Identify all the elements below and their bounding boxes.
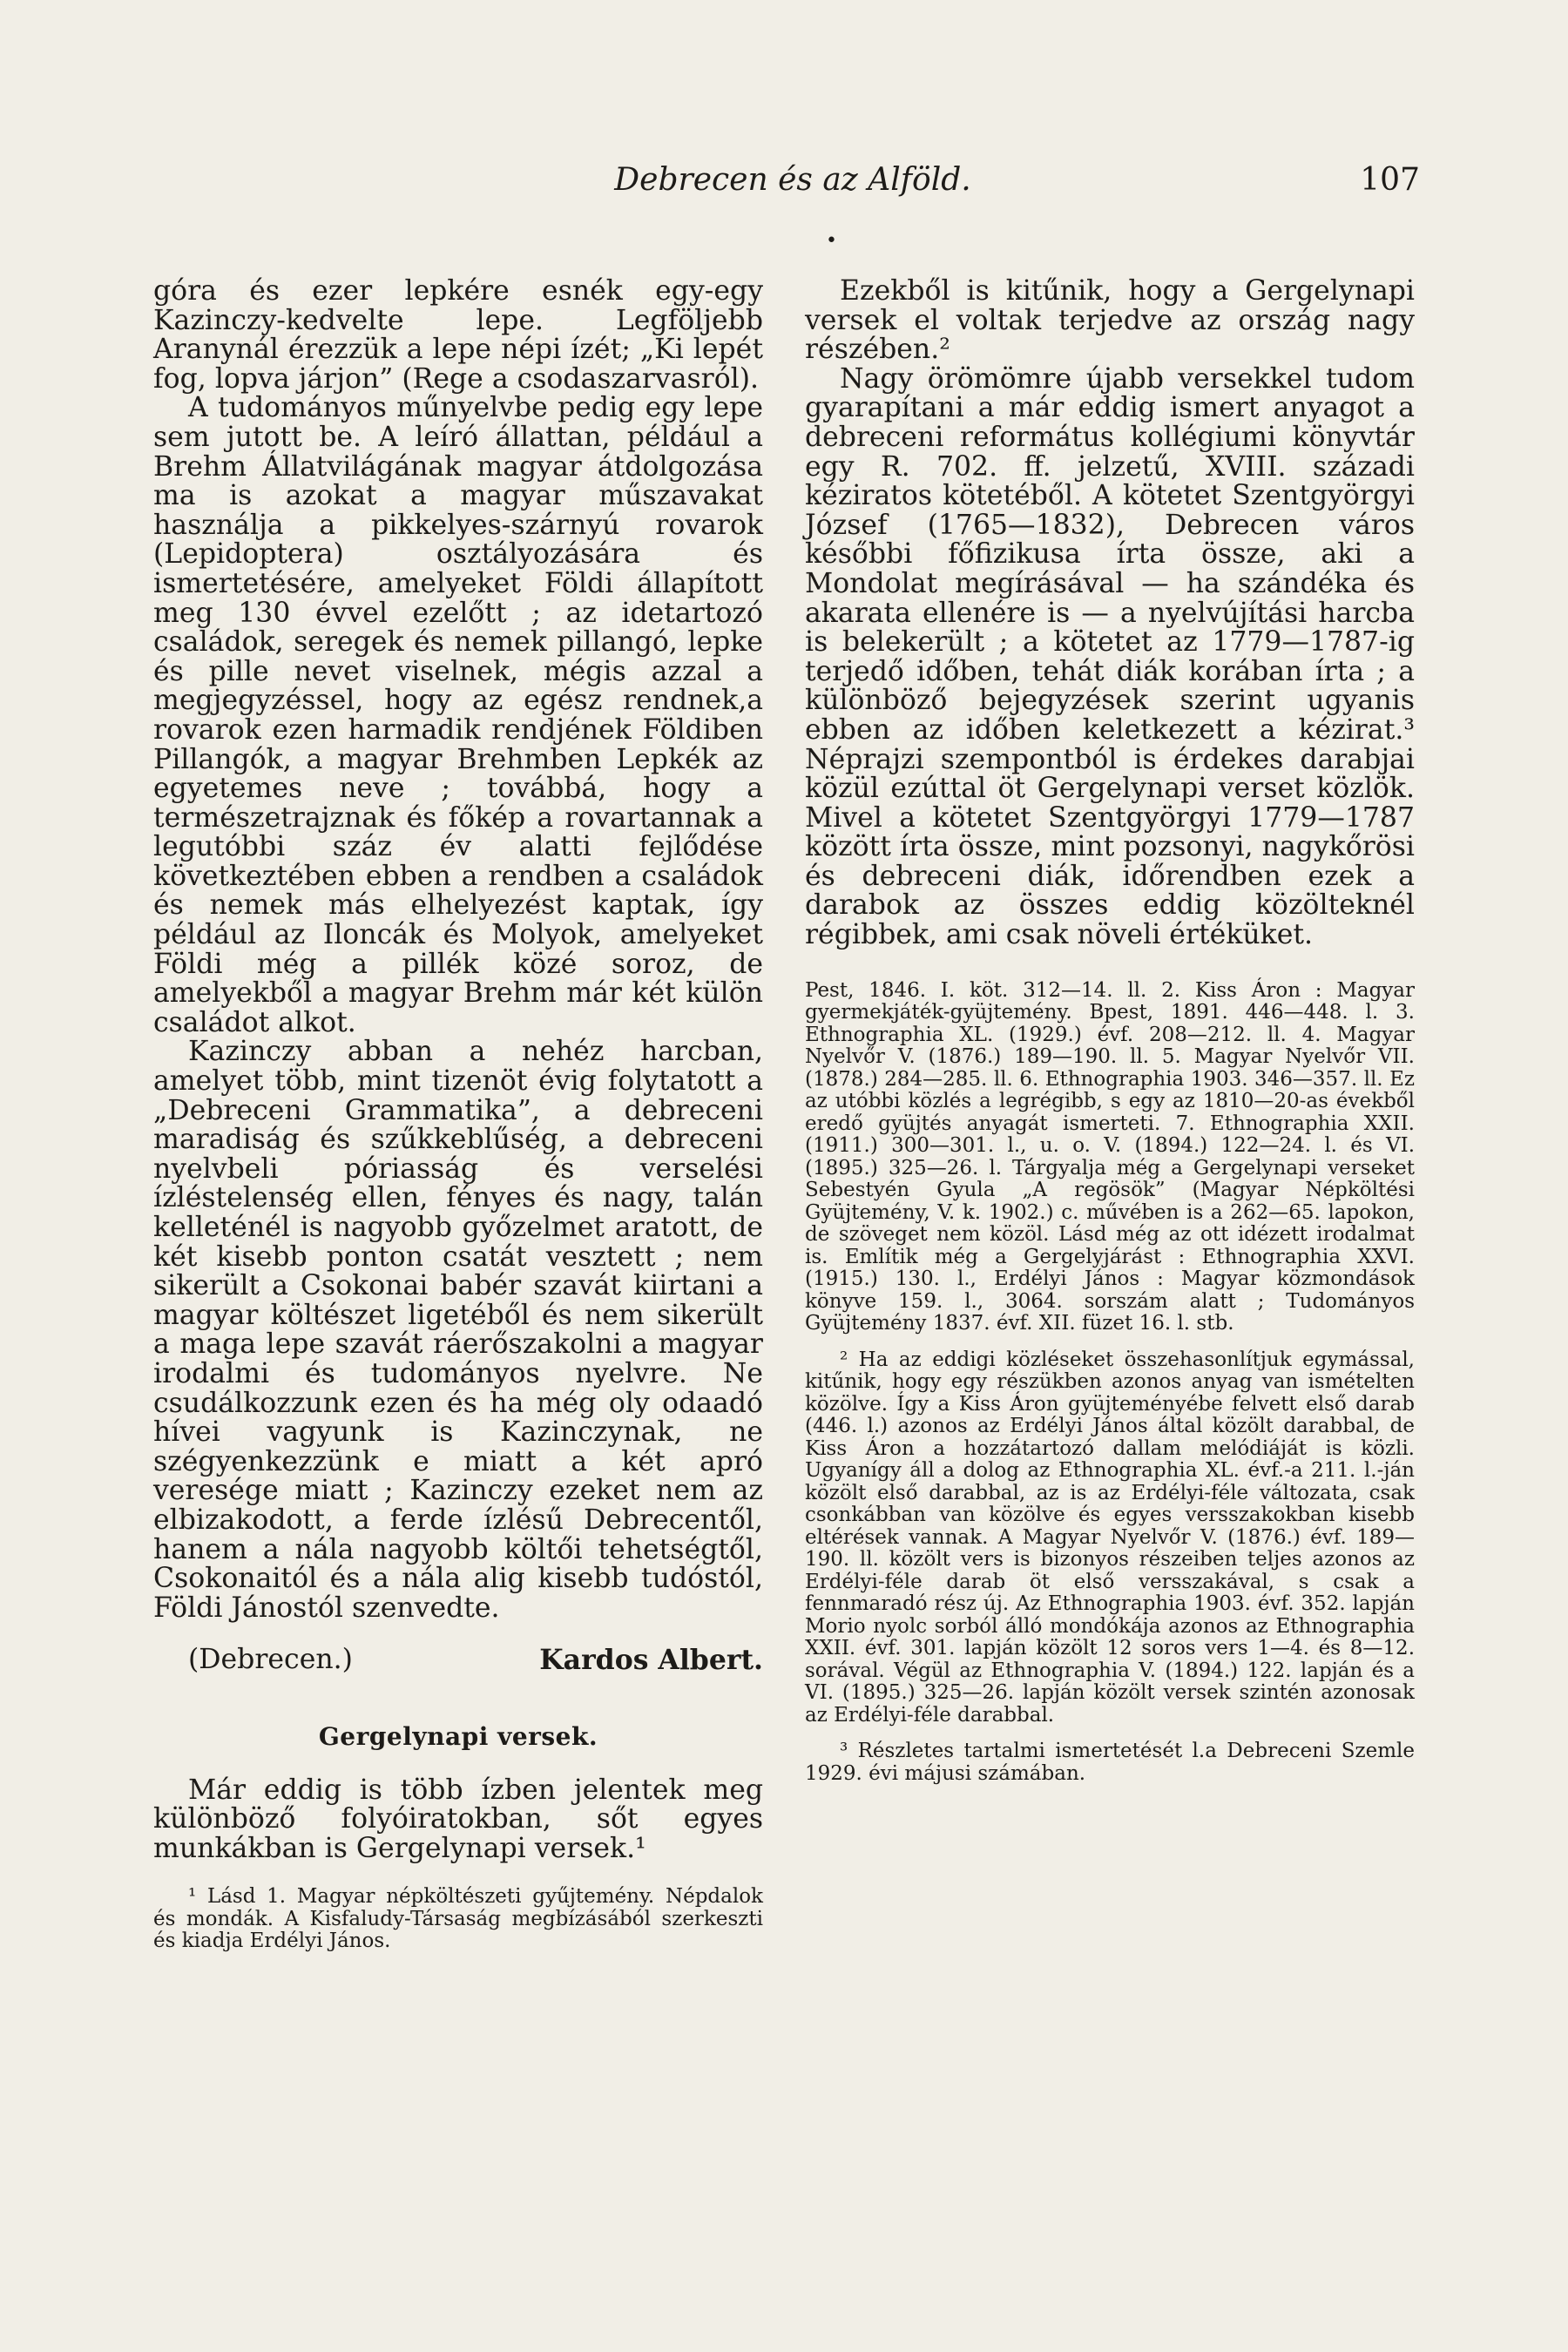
footnote-2: ² Ha az eddigi közléseket összehasonlítjuk egymással, kitűnik, hogy egy részükben azonos anyag van ismételten közölve. Így a Kiss Áron gyüjteményébe felvett első darab (446. l.) azonos az Erdélyi János által közölt darabbal, de Kiss Áron a hozzátartozó dallam melódiáját is közli. Ugyanígy áll a dolog az Ethnographia XL. évf.-a 211. l.-ján közölt első darabbal, az is az Erdélyi-féle változata, csak csonkábban van közölve és egyes versszakokban kisebb eltérések vannak. A Magyar Nyelvőr V. (1876.) évf. 189—190. ll. közölt vers is bizonyos részeiben teljes azonos az Erdélyi-féle darab öt első versszakával, s csak a fennmaradó rész új. Az Ethnographia 1903. évf. 352. lapján Morio nyolc sorból álló mondókája azonos az Ethnographia XXII. évf. 301. lapján közölt 12 soros vers 1—4. és 8—12. sorával. Végül az Ethnographia V. (1894.) 122. lapján és a VI. (1895.) 325—26. lapján közölt versek szintén azonosak az Erdélyi-féle darabbal. [805,1348,1415,1727]
left-paragraph-2: A tudományos műnyelvbe pedig egy lepe sem jutott be. A leíró állattan, például a Brehm Állatvilágának magyar átdolgozása ma is azokat a magyar műszavakat használja a pikkelyes-szárnyú rovarok (Lepidoptera) osztályozására és ismertetésére, amelyeket Földi állapított meg 130 évvel ezelőtt ; az idetartozó családok, seregek és nemek pillangó, lepke és pille nevet viselnek, mégis azzal a megjegyzéssel, hogy az egész rendnek,a rovarok ezen harmadik rendjének Földiben Pillangók, a magyar Brehmben Lepkék az egyetemes neve ; továbbá, hogy a természetrajznak és főkép a rovartannak a legutóbbi száz év alatti fejlődése következtében ebben a rendben a családok és nemek más elhelyezést kaptak, így például az Iloncák és Molyok, amelyeket Földi még a pillék közé soroz, de amelyekből a magyar Brehm már két külön családot alkot. [153,392,763,1038]
signature [153,1646,763,1675]
footnote-3: ³ Részletes tartalmi ismertetését l.a Debreceni Szemle 1929. évi májusi számában. [805,1740,1415,1785]
print-speck: • [826,230,837,252]
right-paragraph-1: Ezekből is kitűnik, hogy a Gergelynapi versek el voltak terjedve az ország nagy részében.² [805,275,1415,366]
section-title: Gergelynapi versek. [318,1721,598,1751]
footnote-1 [153,1886,763,1953]
page-number: 107 [1360,162,1420,198]
signature-place: (Debrecen.) [188,1644,353,1676]
page-header [166,162,1420,214]
footnotes-right [805,980,1415,1786]
left-paragraph-4: Már eddig is több ízben jelentek meg különböző folyóiratokban, sőt egyes munkákban is Gergelynapi versek.¹ [153,1774,763,1864]
left-column [153,277,763,1953]
signature-author: Kardos Albert. [539,1644,763,1677]
right-column [805,277,1415,1785]
footnote-1-text: ¹ Lásd 1. Magyar népköltészeti gyűjtemény. Népdalok és mondák. A Kisfaludy-Társaság megbízásából szerkeszti és kiadja Erdélyi János. [153,1885,763,1953]
left-paragraph-1: góra és ezer lepkére esnék egy-egy Kazinczy-kedvelte lepe. Legföljebb Aranynál érezzük a lepe népi ízét; „Ki lepét fog, lopva járjon” (Rege a csodaszarvasról). [153,275,763,395]
right-paragraph-2: Nagy örömömre újabb versekkel tudom gyarapítani a már eddig ismert anyagot a debreceni református kollégiumi könyvtár egy R. 702. ff. jelzetű, XVIII. századi kéziratos kötetéből. A kötetet Szentgyörgyi József (1765—1832), Debrecen város későbbi főfizikusa írta össze, aki a Mondolat megírásával — ha szándéka és akarata ellenére is — a nyelvújítási harcba is belekerült ; a kötetet az 1779—1787-ig terjedő időben, tehát diák korában írta ; a különböző bejegyzések szerint ugyanis ebben az időben keletkezett a kézirat.³ Néprajzi szempontból is érdekes darabjai közül ezúttal öt Gergelynapi verset közlök. Mivel a kötetet Szentgyörgyi 1779—1787 között írta össze, mint pozsonyi, nagykőrösi és debreceni diák, időrendben ezek a darabok az összes eddig közölteknél régibbek, ami csak növeli értéküket. [805,362,1415,951]
running-title: Debrecen és az Alföld. [614,162,971,198]
left-paragraph-3: Kazinczy abban a nehéz harcban, amelyet több, mint tizenöt évig folytatott a „Debreceni Grammatika”, a debreceni maradiság és szűkkeblűség, a debreceni nyelvbeli póriasság és verselési ízléstelenség ellen, fényes és nagy, talán kelleténél is nagyobb győzelmet aratott, de két kisebb ponton csatát vesztett ; nem sikerült a Csokonai babér szavát kiirtani a magyar költészet ligetéből és nem sikerült a maga lepe szavát ráerőszakolni a magyar irodalmi és tudományos nyelvre. Ne csudálkozzunk ezen és ha még oly odaadó hívei vagyunk is Kazinczynak, ne szégyenkezzünk e miatt a két apró veresége miatt ; Kazinczy ezeket nem az elbizakodott, a ferde ízlésű Debrecentől, hanem a nála nagyobb költői tehetségtől, Csokonaitól és a nála alig kisebb tudóstól, Földi Jánostól szenvedte. [153,1036,763,1624]
footnote-1-continued: Pest, 1846. I. köt. 312—14. ll. 2. Kiss Áron : Magyar gyermekjáték-gyüjtemény. Bpest, 1891. 446—448. l. 3. Ethnographia XL. (1929.) évf. 208—212. ll. 4. Magyar Nyelvőr V. (1876.) 189—190. ll. 5. Magyar Nyelvőr VII. (1878.) 284—285. ll. 6. Ethnographia 1903. 346—357. ll. Ez az utóbbi közlés a legrégibb, s egy az 1810—20-as évekből eredő gyüjtés anyagát ismerteti. 7. Ethnographia XXII. (1911.) 300—301. l., u. o. V. (1894.) 122—24. l. és VI. (1895.) 325—26. l. Tárgyalja még a Gergelynapi verseket Sebestyén Gyula „A regösök” (Magyar Népköltési Gyüjtemény, V. k. 1902.) c. művében is a 262—65. lapokon, de szöveget nem közöl. Lásd még az ott idézett irodalmat is. Említik még a Gergelyjárást : Ethnographia XXVI. (1915.) 130. l., Erdélyi János : Magyar közmondások könyve 159. l., 3064. sorszám alatt ; Tudományos Gyüjtemény 1837. évf. XII. füzet 16. l. stb. [805,978,1415,1335]
